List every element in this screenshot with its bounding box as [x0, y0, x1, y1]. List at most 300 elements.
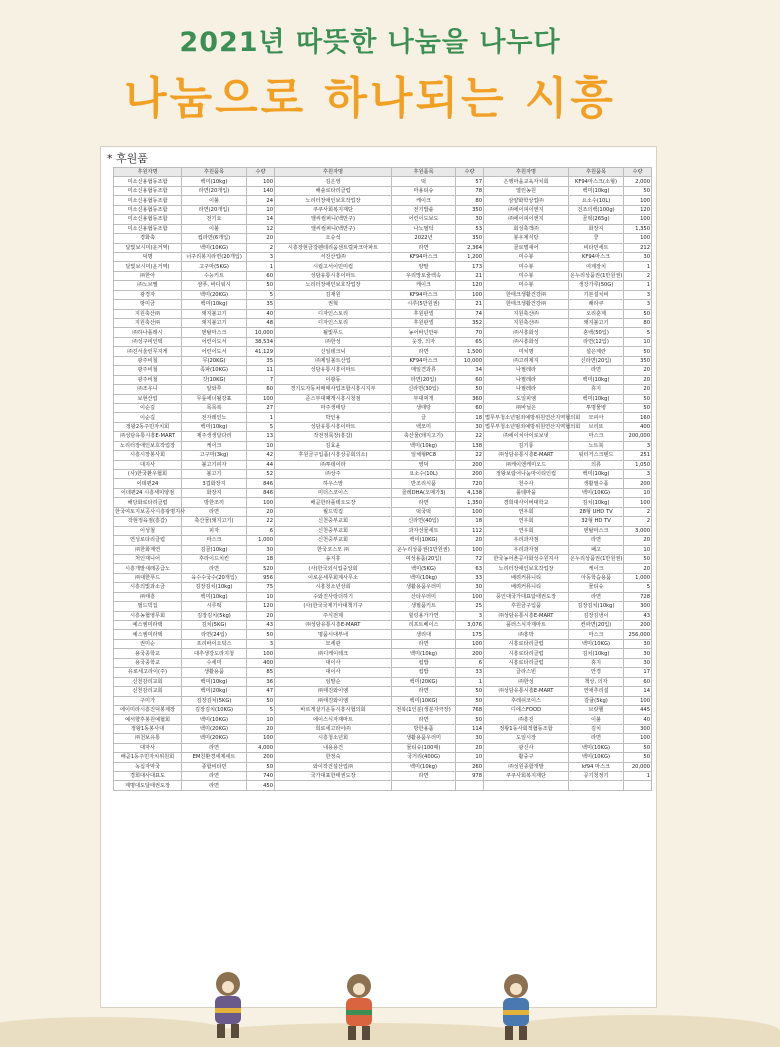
donor-cell: 보현산업 [114, 394, 182, 403]
item-cell: 프리바이오틱스 [182, 639, 247, 648]
donor-cell: 작전정묵장(흥갑) [275, 432, 392, 441]
donor-cell: 광신사 [484, 743, 569, 752]
qty-cell: 2,000 [624, 177, 652, 186]
item-cell: 덴탈마스크 [569, 526, 624, 535]
donor-cell: 경화축 [114, 234, 182, 243]
qty-cell: 3 [247, 252, 275, 261]
donor-cell: 연우회 [484, 507, 569, 516]
donor-cell: 박인용 [275, 413, 392, 422]
qty-cell: 20 [624, 366, 652, 375]
donor-cell [484, 781, 569, 790]
qty-cell: 20 [624, 536, 652, 545]
qty-cell: 20 [624, 564, 652, 573]
table-header-row [114, 168, 652, 177]
qty-cell: 20 [247, 611, 275, 620]
donor-cell: 모세관 [275, 639, 392, 648]
item-cell: 백미(10kg) [569, 375, 624, 384]
qty-cell: 25 [456, 602, 484, 611]
qty-cell: 100 [247, 649, 275, 658]
table-row [114, 715, 652, 724]
qty-cell: 72 [456, 554, 484, 563]
donor-cell: 용국종학교 [114, 649, 182, 658]
table-row [114, 734, 652, 743]
header-qty: 수량 [456, 168, 484, 177]
qty-cell: 22 [247, 517, 275, 526]
qty-cell: 44 [247, 460, 275, 469]
table-row [114, 470, 652, 479]
table-row [114, 366, 652, 375]
donation-table-wrapper [113, 167, 651, 791]
table-row [114, 281, 652, 290]
qty-cell [456, 781, 484, 790]
item-cell: 케이크 [569, 564, 624, 573]
item-cell: 라면 [392, 639, 456, 648]
donor-cell: 와이작건설산업㈜ [275, 762, 392, 771]
qty-cell: 2 [624, 271, 652, 280]
item-cell: 어린이도서 [182, 337, 247, 346]
table-row [114, 658, 652, 667]
qty-cell: 100 [456, 592, 484, 601]
item-cell: 혼백(50입) [569, 328, 624, 337]
qty-cell: 100 [624, 734, 652, 743]
qty-cell: 4,138 [456, 488, 484, 497]
qty-cell: 30 [456, 215, 484, 224]
qty-cell [624, 781, 652, 790]
qty-cell: 445 [624, 705, 652, 714]
item-cell: KF94마스크 [392, 252, 456, 261]
qty-cell: 10,000 [456, 356, 484, 365]
item-cell: 라면 [569, 592, 624, 601]
item-cell: 김장김치(10kg) [182, 583, 247, 592]
item-cell: 목목복 [182, 403, 247, 412]
qty-cell: 50 [624, 403, 652, 412]
qty-cell: 41,129 [247, 347, 275, 356]
donor-cell: 국가대표한태권도장 [275, 772, 392, 781]
item-cell: 아동학습용품 [569, 573, 624, 582]
item-cell: 힐링용가가연 [392, 611, 456, 620]
item-cell: 안경 [569, 668, 624, 677]
qty-cell: 100 [456, 639, 484, 648]
donor-cell: 작현정육점(흥갑) [114, 517, 182, 526]
item-cell: 오리훈제 [569, 309, 624, 318]
donor-cell: 이순길 [114, 413, 182, 422]
donor-cell: 이데편24 [114, 479, 182, 488]
qty-cell: 100 [624, 234, 652, 243]
header-item: 후원품목 [569, 168, 624, 177]
donor-cell: 룰테마을 [484, 488, 569, 497]
item-cell: KF94마스크 [392, 290, 456, 299]
donor-cell: 정왕1동사회적협동조합 [484, 724, 569, 733]
donor-cell: 해당화로타리클럽 [114, 498, 182, 507]
item-cell: 샴푸, 바디워시 [182, 281, 247, 290]
donor-cell: 후레쉬코이스 [484, 696, 569, 705]
item-cell: 백미(10kg) [392, 441, 456, 450]
item-cell: 나노필턱 [392, 224, 456, 233]
item-cell: 백모미 [392, 422, 456, 431]
table-row [114, 630, 652, 639]
donor-cell: 한태크생활건강㈜ [484, 290, 569, 299]
qty-cell: 52 [247, 470, 275, 479]
donor-cell: 시흥청소년회 [275, 734, 392, 743]
donor-cell: 예서향후봉원예협회 [114, 715, 182, 724]
qty-cell: 1,200 [456, 252, 484, 261]
header-donor: 후원자명 [484, 168, 569, 177]
qty-cell: 40 [247, 309, 275, 318]
table-row [114, 668, 652, 677]
qty-cell: 1 [624, 772, 652, 781]
qty-cell: 43 [624, 611, 652, 620]
qty-cell: 40 [624, 715, 652, 724]
item-cell: 라면(20입) [392, 375, 456, 384]
donor-cell: 필드빅집 [114, 602, 182, 611]
table-row [114, 394, 652, 403]
donor-cell: ㈜진서울런무지게 [114, 347, 182, 356]
item-cell: 우리망토줄렉속 [392, 271, 456, 280]
donor-cell: 앨씨컴퍼니(백만구) [275, 215, 392, 224]
item-cell: 생리대 [392, 630, 456, 639]
donor-cell: 쿠쿠사회복지재단 [484, 772, 569, 781]
item-cell: KF94마스크(소형) [569, 177, 624, 186]
qty-cell: 22 [456, 451, 484, 460]
qty-cell: 12 [247, 224, 275, 233]
item-cell: 영덕 [392, 460, 456, 469]
table-row [114, 432, 652, 441]
item-cell: 백미(10kg) [569, 186, 624, 195]
table-row [114, 639, 652, 648]
item-cell: 무(20KG) [182, 356, 247, 365]
donor-cell: ㈜한성 [484, 677, 569, 686]
donor-cell: 도일시장 [484, 734, 569, 743]
item-cell: 국거리(400G) [392, 753, 456, 762]
donor-cell: ㈜대한푸드 [114, 573, 182, 582]
qty-cell: 6 [456, 658, 484, 667]
item-cell: 김치(5KG) [182, 621, 247, 630]
donor-cell: 시흥개발새래공급노 [114, 564, 182, 573]
item-cell: 라면 [392, 347, 456, 356]
donor-cell: 수와진사랑더하기 [275, 592, 392, 601]
item-cell: 축산물(돼지고기) [182, 517, 247, 526]
donor-cell: 배곧한라플테오도장 [275, 498, 392, 507]
qty-cell: 30 [456, 734, 484, 743]
item-cell: 볼고기 [182, 470, 247, 479]
qty-cell: 80 [624, 319, 652, 328]
item-cell: 모피아 [569, 413, 624, 422]
item-cell: 온누리상품권(1만원권) [392, 545, 456, 554]
item-cell: KF94마스크 [392, 356, 456, 365]
donor-cell: 유로세고라이(주) [114, 668, 182, 677]
donor-cell: 지원축산㈜ [484, 319, 569, 328]
qty-cell: 140 [247, 186, 275, 195]
qty-cell: 11 [247, 366, 275, 375]
qty-cell: 10 [247, 715, 275, 724]
qty-cell: 5 [247, 705, 275, 714]
donor-cell: 처인재니어 [114, 554, 182, 563]
item-cell: 산타우러미 [392, 592, 456, 601]
table-row [114, 602, 652, 611]
item-cell: 수세미 [182, 658, 247, 667]
mascot-character-icon [330, 970, 388, 1045]
table-row [114, 564, 652, 573]
donor-cell: ㈜성담유통시흥E-MART [484, 451, 569, 460]
donor-cell: 용국종학교 [114, 658, 182, 667]
qty-cell: 50 [624, 347, 652, 356]
donor-cell: 활중구 [484, 753, 569, 762]
table-row [114, 356, 652, 365]
item-cell: 김장김치(5KG) [182, 696, 247, 705]
donor-cell: 미소신용협동조합 [114, 215, 182, 224]
donor-cell: 정왕1동봉사대 [114, 724, 182, 733]
item-cell: 공기청정기 [569, 772, 624, 781]
item-cell: 백미(10kg) [182, 677, 247, 686]
section-title: * 후원품 [107, 152, 148, 165]
item-cell: 라면 [182, 507, 247, 516]
qty-cell: 100 [247, 177, 275, 186]
qty-cell: 10 [624, 488, 652, 497]
qty-cell: 1,350 [624, 224, 652, 233]
table-row [114, 536, 652, 545]
qty-cell: 60 [624, 677, 652, 686]
qty-cell: 1 [456, 677, 484, 686]
qty-cell: 728 [624, 592, 652, 601]
item-cell: 어린이도보도 [392, 215, 456, 224]
qty-cell: 251 [624, 451, 652, 460]
donor-cell: 김기룡 [484, 441, 569, 450]
donor-cell: (사)한국외식업중앙회 [275, 564, 392, 573]
item-cell: 이불 [182, 196, 247, 205]
qty-cell: 10,000 [247, 328, 275, 337]
qty-cell: 160 [624, 413, 652, 422]
donor-cell: 노리터장애인보호작업장 [484, 564, 569, 573]
table-row [114, 517, 652, 526]
donor-cell: 예스엠미라택 [114, 630, 182, 639]
item-cell: 생강가루(50G) [569, 281, 624, 290]
donor-cell: 주식전제 [275, 611, 392, 620]
item-cell: 갓(10KG) [182, 375, 247, 384]
item-cell: 28형 UHD TV [569, 507, 624, 516]
item-cell: 라면 [182, 743, 247, 752]
donor-cell: ㈜천보유통 [114, 734, 182, 743]
header-item: 후원품목 [182, 168, 247, 177]
qty-cell: 30 [624, 649, 652, 658]
qty-cell: 200 [456, 470, 484, 479]
qty-cell: 30 [624, 252, 652, 261]
item-cell: 전기요 [182, 215, 247, 224]
qty-cell: 50 [624, 309, 652, 318]
donor-cell: 은행마을교육자치회 [484, 177, 569, 186]
donor-cell: 녹십자악국 [114, 762, 182, 771]
donor-cell: 신천중부교회 [275, 536, 392, 545]
item-cell: 생활용품우러미 [392, 734, 456, 743]
table-row [114, 385, 652, 394]
donor-cell: 한국농어촌공사화성수원지사 [484, 554, 569, 563]
donor-cell: 경기도자동차매매사업조합시흥시지부 [275, 385, 392, 394]
qty-cell: 352 [456, 319, 484, 328]
item-cell: 케이크 [392, 196, 456, 205]
qty-cell: 120 [624, 205, 652, 214]
hill-shape [0, 1017, 230, 1047]
item-cell: 백미(5KG) [392, 564, 456, 573]
item-cell: 백미(10kg) [392, 573, 456, 582]
qty-cell: 43 [247, 621, 275, 630]
donor-cell: ㈜한화계연 [114, 545, 182, 554]
item-cell: 백미(10kg) [392, 762, 456, 771]
item-cell: 글 [392, 413, 456, 422]
item-cell: 생활용품우러미 [392, 583, 456, 592]
item-cell: 전자레인노 [182, 413, 247, 422]
qty-cell: 3 [624, 290, 652, 299]
item-cell: 생태탕 [392, 403, 456, 412]
table-row [114, 234, 652, 243]
item-cell: 설은계란 [569, 347, 624, 356]
qty-cell: 18 [247, 554, 275, 563]
item-cell: 백미(10KG) [569, 753, 624, 762]
qty-cell: 65 [456, 337, 484, 346]
donor-cell: 덕명 [114, 252, 182, 261]
mascot-character-icon [203, 968, 253, 1043]
donor-cell: 신천중부교회 [275, 517, 392, 526]
qty-cell: 42 [247, 451, 275, 460]
donor-cell: 연우회 [484, 526, 569, 535]
donor-cell: 신천중부교회 [275, 526, 392, 535]
qty-cell: 3 [247, 639, 275, 648]
table-row [114, 262, 652, 271]
donor-cell: 삼양화학상업㈜ [484, 196, 569, 205]
item-cell: 고구마(5KG) [182, 262, 247, 271]
header-title: 나눔으로 하나되는 시흥 [124, 73, 616, 124]
table-row [114, 441, 652, 450]
header-subtitle: 2021년 따뜻한 나눔을 나누다 [179, 27, 561, 58]
qty-cell: 3,000 [624, 526, 652, 535]
qty-cell: 768 [456, 705, 484, 714]
donor-cell: 미소신용협동조합 [114, 186, 182, 195]
donor-cell: ㈜태진와이엠 [275, 696, 392, 705]
donor-cell: 노리터장애인보호작업장 [275, 281, 392, 290]
item-cell: 돼지불고기 [182, 309, 247, 318]
table-row [114, 319, 652, 328]
donor-cell: ㈜시흥화성 [484, 328, 569, 337]
qty-cell: 50 [456, 715, 484, 724]
item-cell: 연애추리설 [569, 687, 624, 696]
item-cell: 컵라면(6개입) [182, 234, 247, 243]
item-cell: 노트북 [569, 441, 624, 450]
item-cell: 어린이도서 [182, 347, 247, 356]
item-cell: 브리또 [569, 422, 624, 431]
qty-cell: 112 [456, 526, 484, 535]
item-cell: 워터거스크텐드 [569, 451, 624, 460]
donor-cell: 미소신용협동조합 [114, 177, 182, 186]
table-row [114, 186, 652, 195]
qty-cell: 260 [456, 762, 484, 771]
item-cell: 비타민세트 [569, 243, 624, 252]
qty-cell: 13 [247, 432, 275, 441]
qty-cell: 18 [456, 517, 484, 526]
qty-cell: 138 [456, 441, 484, 450]
qty-cell: 175 [456, 630, 484, 639]
item-cell: 라면 [392, 715, 456, 724]
donor-cell: 김효윤 [275, 441, 392, 450]
donor-cell: 쿠쿠사회복지재단 [275, 205, 392, 214]
qty-cell: 85 [247, 668, 275, 677]
table-row [114, 583, 652, 592]
item-cell: 컵밥 [392, 668, 456, 677]
item-cell: 백미(20KG) [182, 290, 247, 299]
qty-cell: 50 [247, 696, 275, 705]
qty-cell: 740 [247, 772, 275, 781]
table-row [114, 507, 652, 516]
item-cell: 라면 [182, 564, 247, 573]
donor-cell: ㈜고려제지 [484, 356, 569, 365]
donor-cell: 도일피엠 [484, 394, 569, 403]
table-row [114, 554, 652, 563]
donor-cell: ㈜성구비인텍 [114, 337, 182, 346]
donor-cell: ㈜디케이테크 [275, 649, 392, 658]
qty-cell: 10 [456, 753, 484, 762]
donor-cell: 후원금구입품 [484, 602, 569, 611]
donor-cell: (사)한국국제기아대책기구 [275, 602, 392, 611]
qty-cell: 100 [247, 734, 275, 743]
qty-cell: 30 [247, 545, 275, 554]
qty-cell: 100 [456, 290, 484, 299]
item-cell: 마스크 [569, 630, 624, 639]
item-cell: 시루떡 [182, 602, 247, 611]
donor-cell: 대자사 [114, 743, 182, 752]
donor-cell: ㈜태진와이엠 [275, 687, 392, 696]
qty-cell: 1,000 [624, 573, 652, 582]
qty-cell: 5 [624, 583, 652, 592]
donor-cell: ㈜성원종합개발 [484, 762, 569, 771]
donor-cell: 이순길 [114, 403, 182, 412]
qty-cell: 5 [247, 290, 275, 299]
qty-cell: 1 [247, 413, 275, 422]
table-row [114, 451, 652, 460]
qty-cell: 20 [247, 234, 275, 243]
donor-cell: 달빛보시미(운거역) [114, 262, 182, 271]
donor-cell: ㈜제일볼트산업 [275, 356, 392, 365]
donor-cell: 계명대도달태권도장 [114, 781, 182, 790]
item-cell: 물티슈 [569, 583, 624, 592]
qty-cell: 74 [456, 309, 484, 318]
qty-cell: 30 [456, 583, 484, 592]
qty-cell: 212 [624, 243, 652, 252]
donor-cell: 대이사 [275, 658, 392, 667]
donor-cell: ㈜한성 [275, 337, 392, 346]
item-cell: 휴지 [569, 385, 624, 394]
item-cell: 알와쭈 [182, 385, 247, 394]
donor-cell: 시흥시장봉사회 [114, 451, 182, 460]
qty-cell: 6 [247, 526, 275, 535]
mascot-character-icon [490, 970, 542, 1045]
donor-cell: 광주비철 [114, 356, 182, 365]
item-cell: 백미(10KG) [569, 743, 624, 752]
table-row [114, 290, 652, 299]
qty-cell: 36 [247, 677, 275, 686]
qty-cell: 100 [624, 498, 652, 507]
item-cell: 김치(10kg) [569, 649, 624, 658]
donor-cell: 미수봉 [484, 281, 569, 290]
item-cell: 휴지 [569, 658, 624, 667]
item-cell: 2022년 [392, 234, 456, 243]
item-cell: 제주생생달다리 [182, 432, 247, 441]
header-donor: 후원자명 [114, 168, 182, 177]
donor-cell: ㈜케이엔케미오드 [484, 460, 569, 469]
donor-cell: 이광동 [275, 375, 392, 384]
donor-cell: 신일테크닉 [275, 347, 392, 356]
donor-cell: 법무부청소년범죄예방위원연산지역협의회 [485, 424, 581, 431]
donor-cell: 시흥의빛과소금 [114, 583, 182, 592]
item-cell: 라면 [569, 366, 624, 375]
donor-cell: 디자인스토리 [275, 309, 392, 318]
donor-cell: ㈜에이치아이로보넷 [484, 432, 569, 441]
